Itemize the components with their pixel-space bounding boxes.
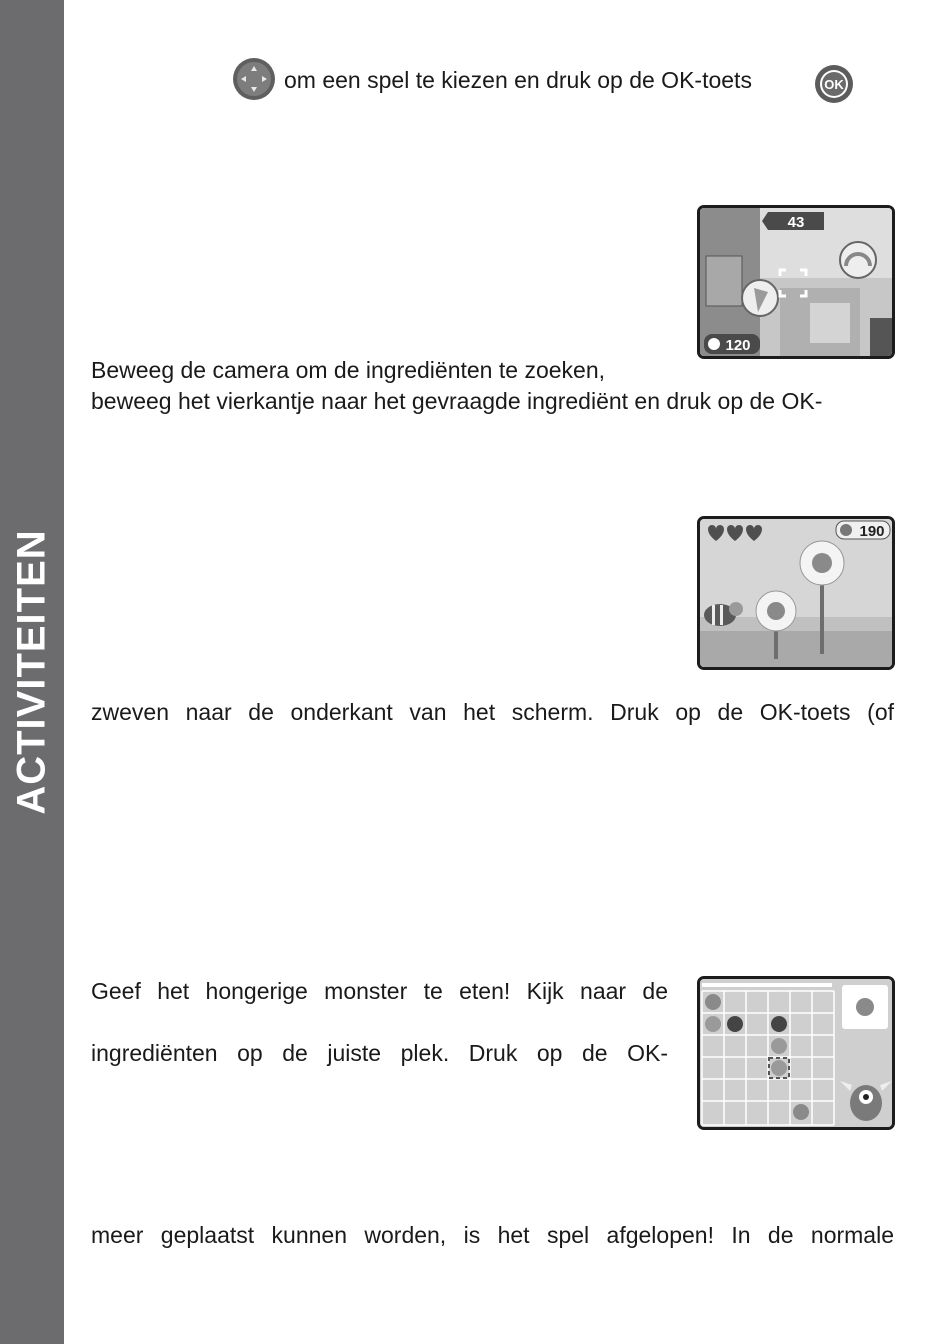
- game2-text-line1: zweven naar de onderkant van het scherm. Druk op de OK-toets (of: [91, 699, 894, 725]
- dpad-icon: [232, 57, 276, 101]
- flower-small: [756, 591, 796, 631]
- intro-text: om een spel te kiezen en druk op de OK-toets: [284, 67, 752, 93]
- sidebar: [0, 0, 64, 1344]
- camera-game-screenshot: [697, 205, 895, 359]
- ok-button-icon: [814, 64, 854, 104]
- sidebar-label: ACTIVITEITEN: [9, 529, 54, 815]
- flower-game-screenshot: [697, 516, 895, 670]
- camera-game-timer: 43: [787, 214, 805, 231]
- game1-text-line1: Beweeg de camera om de ingrediënten te zoeken,: [91, 357, 605, 383]
- camera-game-score: 120: [725, 337, 751, 354]
- flower-game-score: 190: [859, 523, 885, 540]
- game3-text-line1: Geef het hongerige monster te eten! Kijk naar de: [91, 978, 668, 1004]
- game3-text-line2: ingrediënten op de juiste plek. Druk op de OK-: [91, 1040, 668, 1066]
- game1-text-line2: beweeg het vierkantje naar het gevraagde ingrediënt en druk op de OK-: [91, 388, 823, 414]
- flower-large: [800, 541, 844, 585]
- game4-text-line1: meer geplaatst kunnen worden, is het spel afgelopen! In de normale: [91, 1222, 894, 1248]
- ok-icon-label: OK: [824, 77, 844, 92]
- monster-game-screenshot: [697, 976, 895, 1130]
